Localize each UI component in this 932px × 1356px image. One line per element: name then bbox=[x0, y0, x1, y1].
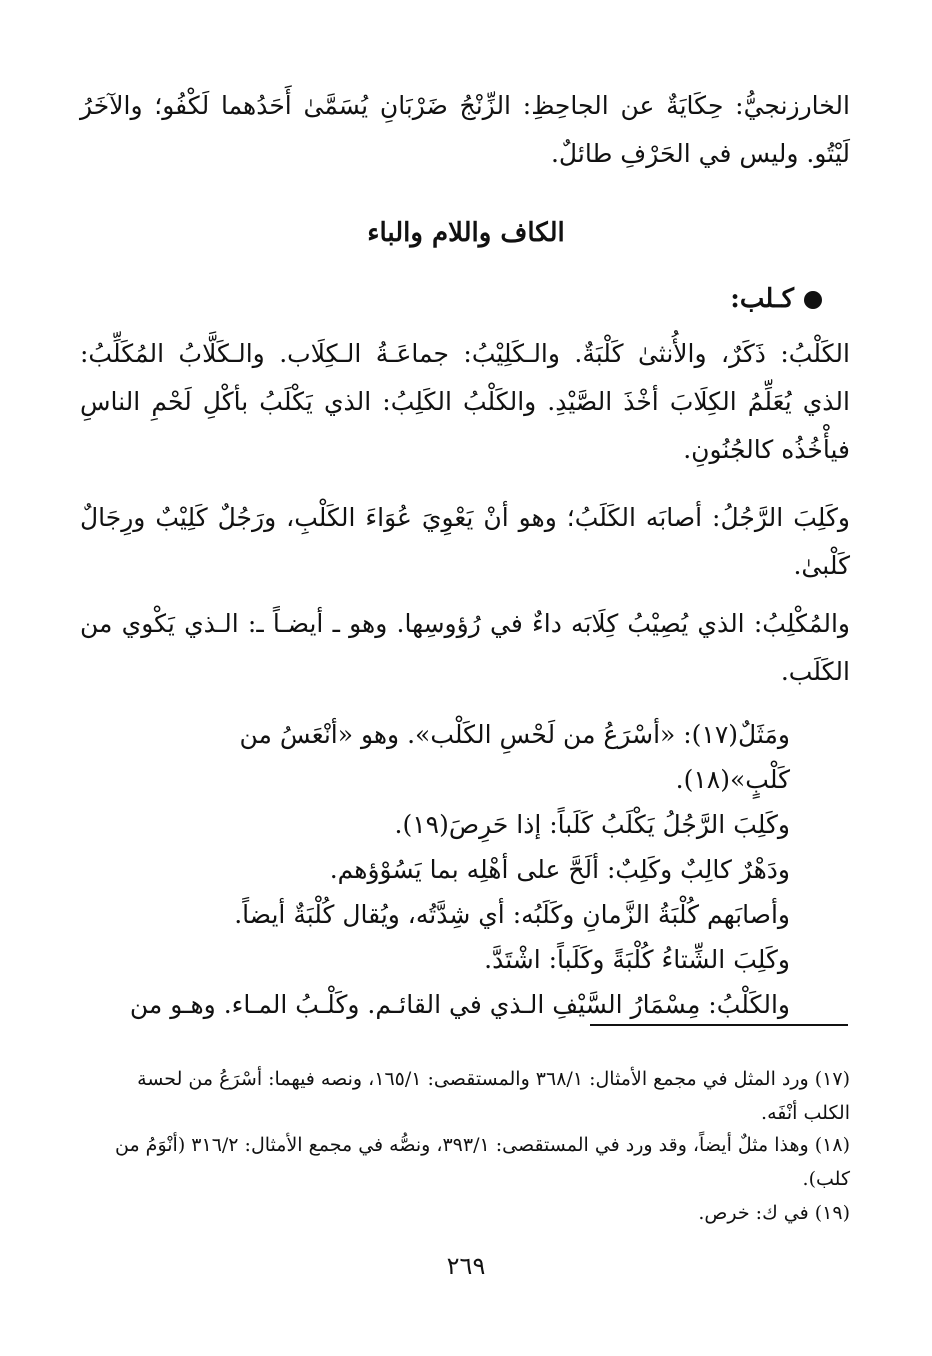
footnote-17: (١٧) ورد المثل في مجمع الأمثال: ٣٦٨/١ والمستقصى: ١٦٥/١، ونصه فيهما: أسْرَعُ من لحسة الكلب أنْفَه. bbox=[137, 1068, 850, 1124]
text-line: ودَهْرٌ كالِبٌ وكَلِبٌ: ألَحَّ على أهْلِه بما يَسُوْؤهم. bbox=[329, 855, 790, 884]
text-line: وأصابَهم كُلْبَةُ الزَّمانِ وكَلَبُه: أي شِدَّتُه، ويُقال كُلْبَةٌ أيضاً. bbox=[234, 900, 790, 929]
text-line: وكَلِبَ الرَّجُلُ يَكْلَبُ كَلَباً: إذا حَرِصَ(١٩). bbox=[394, 810, 790, 839]
footnote-19: (١٩) في ك: خرص. bbox=[698, 1202, 850, 1224]
entry-title-text: كـلب: bbox=[730, 284, 794, 314]
entry-title bbox=[730, 284, 822, 314]
text-line: وكَلِبَ الشِّتاءُ كُلْبَةً وكَلَباً: اشْتَدَّ. bbox=[484, 945, 790, 974]
page-number: ٢٦٩ bbox=[446, 1252, 486, 1280]
paragraph-mukallib: والمُكْلِبُ: الذي يُصِيْبُ كِلَابَه داءٌ في رُؤوسِها. وهو ـ أيضـاً ـ: الـذي يَكْوي من الكَلَب. bbox=[80, 609, 850, 686]
text-line: والكَلْبُ: مِسْمَارُ السَّيْفِ الـذي في القائـم. وكَلْـبُ المـاء. وهـو من bbox=[129, 990, 790, 1019]
intro-paragraph: الخارزنجيُّ: حِكَايَةٌ عن الجاحِظِ: الزِّنْجُ ضَرْبَانِ يُسَمَّىٰ أَحَدُهما لَكْفُو؛ والآخَرُ لَيْتُو. وليس في الحَرْفِ طائلٌ. bbox=[80, 91, 850, 168]
paragraph-definition: الكَلْبُ: ذَكَرٌ، والأُنثىٰ كَلْبَةٌ. والـكَلِيْبُ: جماعَـةُ الـكِلَاب. والـكَلَّابُ المُكَلِّبُ: الذي يُعَلِّمُ الكِلَابَ أخْذَ الصَّيْدِ. والكَلْبُ الكَلِبُ: الذي يَكْلَبُ بأكْلِ لَحْمِ الناسِ فيأْخُذُه كالجُنُونِ. bbox=[80, 339, 850, 464]
footnote-18: (١٨) وهذا مثلٌ أيضاً، وقد ورد في المستقصى: ٣٩٣/١، ونصُّه في مجمع الأمثال: ٣١٦/٢ (أنْوَمُ من كلب). bbox=[115, 1134, 850, 1190]
text-line: ومَثَلٌ(١٧): «أسْرَعُ من لَحْسِ الكَلْب». وهو «أنْعَسُ من كَلْبٍ»(١٨). bbox=[239, 720, 790, 794]
bullet-icon bbox=[804, 291, 822, 309]
section-heading: الكاف واللام والباء bbox=[367, 218, 565, 248]
footnote-divider bbox=[590, 1024, 848, 1026]
paragraph-kaliba: وكَلِبَ الرَّجُلُ: أصابَه الكَلَبُ؛ وهو أنْ يَعْوِيَ عُوَاءَ الكَلْبِ، ورَجُلٌ كَلِيْبٌ ورِجَالٌ كَلْبىٰ. bbox=[80, 503, 850, 580]
indented-lines bbox=[120, 712, 790, 1027]
